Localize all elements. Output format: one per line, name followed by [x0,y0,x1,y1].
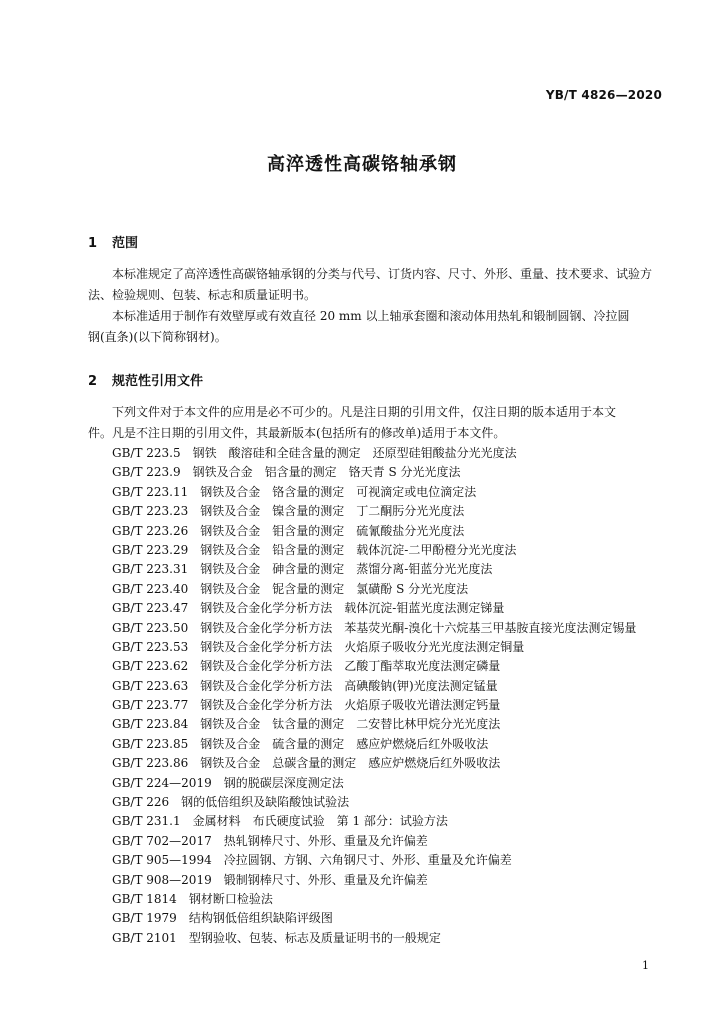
reference-code: GB/T 223.23 [112,504,189,519]
reference-item [112,541,636,560]
reference-name: 钢铁及合金 钼含量的测定 硫氰酸盐分光光度法 [200,523,465,538]
reference-code: GB/T 223.11 [112,484,189,499]
standard-code: YB/T 4826—2020 [545,88,662,102]
reference-item [112,774,636,793]
reference-name: 金属材料 布氏硬度试验 第 1 部分：试验方法 [192,814,448,829]
reference-name: 钢铁及合金 铬含量的测定 可视滴定或电位滴定法 [200,484,477,499]
reference-name: 钢铁及合金化学分析方法 乙酸丁酯萃取光度法测定磷量 [200,659,501,674]
reference-item [112,463,636,482]
section-1-paragraph-2 [88,306,660,348]
reference-item [112,657,636,676]
reference-code: GB/T 223.84 [112,717,189,732]
reference-name: 钢的低倍组织及缺陷酸蚀试验法 [181,795,350,810]
reference-name: 钢铁及合金化学分析方法 载体沉淀-钼蓝光度法测定锑量 [200,601,505,616]
reference-name: 钢铁及合金 铝含量的测定 铬天青 S 分光光度法 [192,465,461,480]
reference-name: 钢铁及合金化学分析方法 苯基荧光酮-溴化十六烷基三甲基胺直接光度法测定锡量 [200,620,637,635]
reference-name: 钢的脱碳层深度测定法 [223,775,344,790]
reference-code: GB/T 223.5 [112,446,181,460]
reference-item [112,735,636,754]
reference-item [112,696,636,715]
reference-name: 钢铁及合金 总碳含量的测定 感应炉燃烧后红外吸收法 [200,756,501,771]
reference-item [112,832,636,851]
reference-name: 钢铁及合金 铅含量的测定 载体沉淀-二甲酚橙分光光度法 [200,542,517,557]
reference-code: GB/T 224—2019 [112,775,212,790]
reference-code: GB/T 702—2017 [112,833,212,848]
reference-code: GB/T 223.31 [112,562,189,577]
reference-name: 钢铁及合金 硫含量的测定 感应炉燃烧后红外吸收法 [200,736,489,751]
reference-item [112,522,636,541]
section-2-intro [88,402,660,444]
reference-code: GB/T 223.40 [112,581,189,596]
page-number: 1 [642,959,649,972]
reference-name: 钢材断口检验法 [188,891,273,906]
reference-name: 冷拉圆钢、方钢、六角钢尺寸、外形、重量及允许偏差 [223,853,512,868]
reference-name: 热轧钢棒尺寸、外形、重量及允许偏差 [223,833,428,848]
reference-code: GB/T 226 [112,795,170,810]
reference-item [112,715,636,734]
reference-name: 钢铁及合金 钛含量的测定 二安替比林甲烷分光光度法 [200,717,501,732]
reference-code: GB/T 223.9 [112,465,181,480]
reference-name: 钢铁及合金 砷含量的测定 蒸馏分离-钼蓝分光光度法 [200,562,493,577]
reference-item [112,890,636,909]
section-1-paragraph-1 [88,264,660,306]
reference-item [112,560,636,579]
reference-item [112,444,636,463]
section-1-title: 范围 [112,236,139,251]
reference-item [112,502,636,521]
reference-code: GB/T 223.53 [112,639,189,654]
reference-name: 钢铁及合金 镍含量的测定 丁二酮肟分光光度法 [200,504,465,519]
paragraph-line: 本标准适用于制作有效壁厚或有效直径 20 mm 以上轴承套圈和滚动体用热轧和锻制圆钢、冷拉圆 [112,309,630,323]
reference-code: GB/T 908—2019 [112,872,212,887]
reference-code: GB/T 223.85 [112,736,189,751]
reference-list [112,444,636,948]
reference-code: GB/T 1814 [112,891,177,906]
reference-code: GB/T 223.86 [112,756,189,771]
reference-code: GB/T 223.29 [112,542,189,557]
reference-code: GB/T 2101 [112,930,177,945]
reference-item [112,793,636,812]
reference-code: GB/T 223.62 [112,659,189,674]
reference-item [112,851,636,870]
section-1-heading [88,232,138,251]
reference-item [112,599,636,618]
reference-code: GB/T 223.50 [112,620,189,635]
reference-name: 钢铁及合金化学分析方法 火焰原子吸收光谱法测定钙量 [200,698,501,713]
paragraph-line: 下列文件对于本文件的应用是必不可少的。凡是注日期的引用文件，仅注日期的版本适用于本文 [112,405,617,419]
reference-item [112,619,636,638]
reference-name: 型钢验收、包装、标志及质量证明书的一般规定 [188,930,441,945]
section-2-title: 规范性引用文件 [112,374,204,389]
paragraph-line: 件。凡是不注日期的引用文件，其最新版本(包括所有的修改单)适用于本文件。 [88,426,506,440]
reference-code: GB/T 223.26 [112,523,189,538]
reference-item [112,638,636,657]
reference-name: 锻制钢棒尺寸、外形、重量及允许偏差 [223,872,428,887]
reference-code: GB/T 223.77 [112,698,189,713]
reference-code: GB/T 905—1994 [112,853,212,868]
reference-item [112,677,636,696]
reference-name: 结构钢低倍组织缺陷评级图 [188,911,333,926]
reference-item [112,909,636,928]
reference-code: GB/T 223.47 [112,601,189,616]
reference-item [112,483,636,502]
reference-code: GB/T 231.1 [112,814,181,829]
reference-item [112,929,636,948]
paragraph-line: 钢(直条)(以下简称钢材)。 [88,330,227,344]
paragraph-line: 法、检验规则、包装、标志和质量证明书。 [88,288,317,302]
reference-name: 钢铁及合金化学分析方法 火焰原子吸收分光光度法测定铜量 [200,639,525,654]
section-2-number: 2 [88,374,98,389]
reference-item [112,871,636,890]
section-1-number: 1 [88,236,98,251]
reference-code: GB/T 223.63 [112,678,189,693]
reference-item [112,580,636,599]
reference-code: GB/T 1979 [112,911,177,926]
paragraph-line: 本标准规定了高淬透性高碳铬轴承钢的分类与代号、订货内容、尺寸、外形、重量、技术要求、试验方 [112,267,653,281]
document-title: 高淬透性高碳铬轴承钢 [267,154,457,175]
reference-name: 钢铁及合金 铌含量的测定 氯磺酚 S 分光光度法 [200,581,469,596]
reference-name: 钢铁及合金化学分析方法 高碘酸钠(钾)光度法测定锰量 [200,678,498,693]
reference-name: 钢铁 酸溶硅和全硅含量的测定 还原型硅钼酸盐分光光度法 [192,446,517,460]
section-2-heading [88,370,203,389]
reference-item [112,812,636,831]
reference-item [112,754,636,773]
